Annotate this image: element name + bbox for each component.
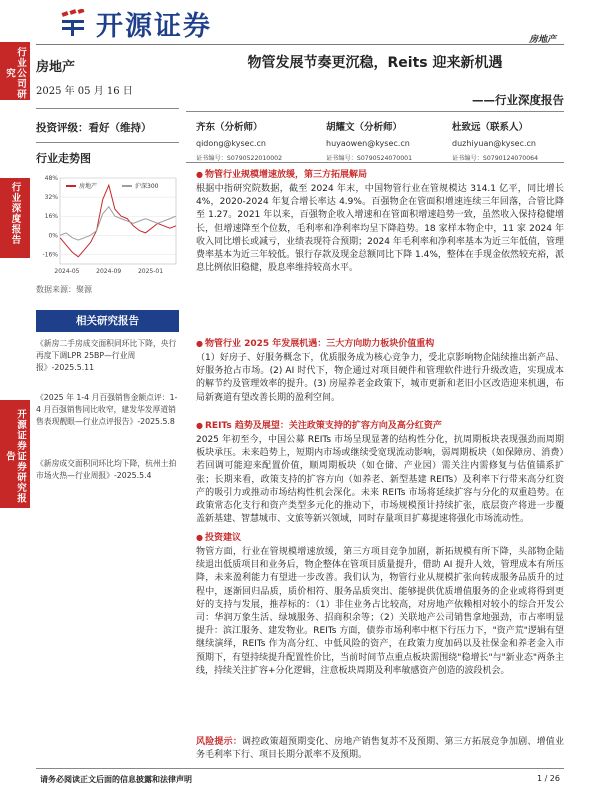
risk-text: 调控政策超预期变化、房地产销售复苏不及预期、第三方拓展竞争加剧、增值业务毛利率下行、项目长期分派率不及预期。	[196, 737, 564, 761]
brand-name: 开源证券	[96, 11, 212, 42]
section	[196, 418, 564, 526]
investment-rating: 投资评级：看好（维持）	[36, 122, 152, 134]
analyst-cert: 证书编号：S0790522010002	[196, 155, 283, 162]
analyst-name: 齐东（分析师）	[196, 122, 263, 133]
related-reports-title: 相关研究报告	[36, 310, 179, 332]
report-title: 物管发展节奏更沉稳，Reits 迎来新机遇	[247, 55, 503, 71]
risk-label: 风险提示：	[196, 737, 243, 747]
side-tab-company	[0, 42, 30, 100]
analyst-card	[326, 119, 412, 162]
chart-frame	[60, 178, 176, 264]
section	[196, 530, 564, 678]
related-report-link[interactable]: 《2025 年 1-4 月百强销售金额点评：1-4 月百强销售同比收窄，建发华发厚道销售表现靓眼—行业点评报告》-2025.5.8	[36, 393, 178, 426]
analyst-email[interactable]: huyaowen@kysec.cn	[326, 139, 410, 148]
side-tab-report-type-label: 行业深度报告	[9, 182, 21, 245]
header-category: 房地产	[528, 35, 556, 45]
trend-chart-title: 行业走势图	[36, 152, 91, 165]
risk-warning	[196, 736, 564, 762]
analyst-cert: 证书编号：S0790124070064	[452, 155, 539, 162]
analyst-card	[452, 119, 538, 162]
section	[196, 336, 564, 405]
side-tab-institution-label: 开源证券证券研究报告	[4, 408, 26, 504]
section-paragraph: 根据中指研究院数据，截至 2024 年末，中国物管行业在管规模达 314.1 亿平，同比增长 4%，2020-2024 年复合增长率达 4.9%。百强物企在管面积增速连续三年回落，合管比降至 1.27。2021 年以来，百强物企收入增速和在管面积增速趋势一致，虽然收入保持稳健增长，但增速降至个位数，毛利率和净利率均呈下降趋势。18 家样本物企中，11 家 2024 年收入同比增长或减亏，业绩表现符合预期；2024 年毛利率和净利率基本为近三年低值，管理费率基本为近三年较低。银行存款及现金总额同比下降 1.4%，整体在手现金依然较充裕，派息比例依旧稳健，股息率维持较高水平。	[196, 184, 564, 274]
report-date: 2025 年 05 月 16 日	[36, 86, 133, 97]
chart-legend-label: 沪深300	[135, 183, 159, 190]
related-report-link[interactable]: 《新房成交面积同环比均下降，杭州土拍市场火热—行业周报》-2025.5.4	[36, 459, 177, 480]
chart-y-tick: -16%	[42, 251, 58, 259]
chart-legend-label: 房地产	[79, 183, 98, 190]
section-paragraph: 物管方面，行业在管规模增速放缓，第三方项目竞争加剧，新拓规模有所下降，头部物企陆续退出低质项目和业务后，物企整体在管项目质量提升，借助 AI 提升人效，管理成本有所压降，未来盈利能力有望进一步改善。我们认为，物管行业从规模扩张向转成服务品质升的过程中，逐渐回归品质，质价相符、服务品质突出、能够提供优质增值服务的企业或将得到更好的支持与发展，推荐标的：（1）非住业务占比较高，对房地产依赖相对较小的综合开发公司：华润万象生活、绿城服务、招商积余等；（2）关联地产公司销售拿地强劲，市占率明显提升：滨江服务、建发物业。REITs 方面，债券市场利率中枢下行压力下，"资产荒"逻辑有望继续演绎，REITs 作为高分红、中低风险的资产，在政策力度加码以及社保金和养老金入市预期下，有望持续提升配置性价比，当前时间节点重点板块需围绕"稳增长"与"新业态"两条主线，持续关注扩容+分化逻辑，注意板块周期及利率敏感资产创造的波段机会。	[196, 547, 564, 676]
left-divider-top	[36, 108, 179, 109]
section-heading: ● 物管行业规模增速放缓，第三方拓展解局	[196, 167, 564, 180]
chart-y-tick: 0%	[48, 232, 58, 240]
chart-x-tick: 2025-01	[137, 268, 164, 275]
trend-chart	[36, 172, 179, 282]
section-paragraph: 2025 年初至今，中国公募 REITs 市场呈现显著的结构性分化，抗周期板块表现强劲而周期板块承压。未来趋势上，短期内市场或继续受宽现流动影响，弱周期板块（如保障房、消费）若回调可能迎来配置价值，顺周期板块（如仓储、产业园）需关注内需修复与估值锚系扩张；长期来看，政策支持的扩容方向（如养老、新型基建 REITs）及利率下行带来高分红资产的吸引力或推动市场结构性机会深化。未来 REITs 市场将延续扩容与分化的双重趋势。在政策常态化支行和资产类型多元化的推动下，市场规模预计持续扩张，底层资产将进一步覆盖新基建、智慧城市、文旅等新兴领域，同时存量项目扩募提速将强化市场流动性。	[196, 435, 564, 525]
report-subtitle: ——行业深度报告	[472, 93, 564, 107]
chart-x-tick: 2024-09	[96, 268, 122, 275]
analyst-name: 胡耀文（分析师）	[326, 122, 403, 133]
chart-y-tick: 16%	[44, 213, 58, 221]
analyst-cert: 证书编号：S0790524070001	[326, 155, 413, 162]
section-heading: ● REITs 趋势及展望：关注政策支持的扩容方向及高分红资产	[196, 418, 564, 431]
analyst-name: 杜致远（联系人）	[452, 122, 529, 133]
analyst-email[interactable]: qidong@kysec.cn	[196, 139, 267, 148]
analyst-card	[196, 119, 282, 162]
footer-divider	[36, 768, 564, 769]
section-heading: ● 投资建议	[196, 530, 564, 543]
left-divider-rating	[36, 142, 179, 143]
chart-y-tick: 48%	[44, 175, 58, 182]
chart-series-line	[60, 185, 176, 257]
section-paragraph: （1）好房子、好服务概念下，优质服务成为核心竞争力，受北京影响物企陆续推出新产品、好服务抢占市场。(2) AI 时代下，物企通过对项目硬件和管理软件进行升级改造，实现成本的解节约及管理效率的提升。(3) 房屋养老金政策下，城市更新和老旧小区改造迎来机遇，布局新赛道有望改善长期的盈利空间。	[196, 353, 564, 403]
brand-logo	[58, 4, 212, 43]
footer-disclaimer: 请务必阅读正文后面的信息披露和法律声明	[40, 775, 192, 784]
header-divider	[36, 44, 564, 45]
chart-y-tick: 32%	[44, 194, 58, 202]
analyst-divider	[186, 162, 564, 163]
analyst-email[interactable]: duzhiyuan@kysec.cn	[452, 139, 536, 148]
title-divider	[186, 111, 564, 112]
related-report-link[interactable]: 《新房二手房成交面积同环比下降，央行再度下调LPR 25BP—行业周报》-2025.5.11	[36, 339, 177, 372]
side-tab-institution	[0, 400, 30, 508]
section-heading: ● 物管行业 2025 年发展机遇：三大方向助力板块价值重构	[196, 336, 564, 349]
chart-source: 数据来源：聚源	[36, 285, 92, 294]
sector-name: 房地产	[36, 60, 76, 75]
side-tab-report-type	[0, 178, 30, 258]
chart-x-tick: 2024-05	[54, 268, 80, 275]
side-tab-company-label: 行业公司研究	[4, 46, 26, 100]
page-number: 1 / 26	[536, 774, 560, 783]
brand-mark-icon	[58, 9, 92, 39]
section	[196, 167, 564, 275]
